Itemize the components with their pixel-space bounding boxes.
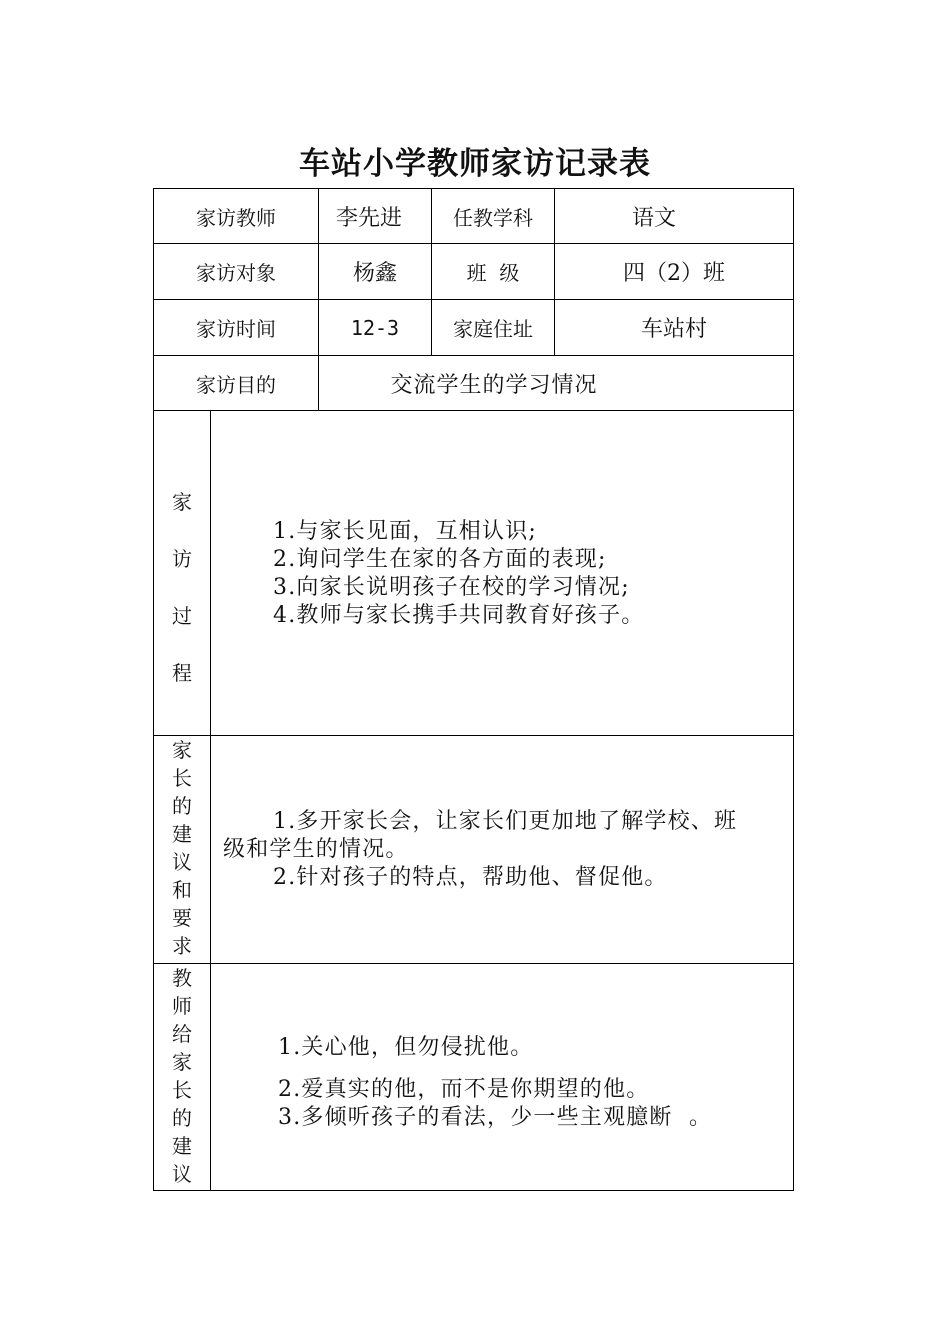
row-divider bbox=[153, 735, 794, 736]
parent-label-char: 要 bbox=[172, 906, 192, 930]
class-label: 班 级 bbox=[466, 261, 520, 285]
process-label-char: 过 bbox=[172, 604, 192, 628]
page-title: 车站小学教师家访记录表 bbox=[299, 146, 651, 182]
parent-suggestions-label bbox=[154, 736, 210, 960]
process-label-char: 家 bbox=[172, 490, 192, 514]
col-divider bbox=[210, 410, 211, 1191]
table-border-right bbox=[793, 188, 794, 1191]
parent-label-char: 议 bbox=[172, 850, 192, 874]
parent-label-char: 家 bbox=[172, 738, 192, 762]
teacher-suggestions-content bbox=[278, 1034, 712, 1132]
parent-suggestions-content bbox=[223, 808, 737, 892]
process-label-char: 程 bbox=[172, 661, 192, 685]
teacher-label-char: 建 bbox=[172, 1134, 192, 1158]
target-label: 家访对象 bbox=[196, 261, 276, 285]
teacher-label-char: 师 bbox=[172, 994, 192, 1018]
process-line: 4.教师与家长携手共同教育好孩子。 bbox=[273, 603, 645, 628]
time-value: 12-3 bbox=[350, 315, 400, 340]
process-line: 1.与家长见面，互相认识; bbox=[273, 519, 538, 544]
teacher-suggestion-line: 2.爱真实的他，而不是你期望的他。 bbox=[278, 1077, 650, 1102]
target-value: 杨鑫 bbox=[352, 261, 397, 286]
teacher-label-char: 的 bbox=[172, 1106, 192, 1130]
parent-suggestion-line: 1.多开家长会，让家长们更加地了解学校、班 bbox=[273, 809, 738, 834]
parent-label-char: 的 bbox=[172, 794, 192, 818]
purpose-label: 家访目的 bbox=[196, 372, 276, 397]
subject-value: 语文 bbox=[631, 205, 676, 231]
parent-suggestion-line: 级和学生的情况。 bbox=[223, 837, 409, 862]
parent-label-char: 长 bbox=[172, 766, 192, 790]
teacher-label-char: 给 bbox=[172, 1022, 192, 1046]
process-label-char: 访 bbox=[172, 547, 192, 571]
process-line: 3.向家长说明孩子在校的学习情况; bbox=[273, 575, 630, 600]
parent-label-char: 和 bbox=[172, 878, 192, 902]
visit-record-table bbox=[153, 188, 794, 1191]
parent-label-char: 求 bbox=[172, 934, 192, 958]
row-divider bbox=[153, 410, 794, 411]
teacher-suggestions-label bbox=[154, 964, 210, 1188]
table-border-bottom bbox=[153, 1190, 794, 1191]
parent-label-char: 建 bbox=[172, 822, 192, 846]
teacher-label-char: 教 bbox=[172, 966, 192, 990]
teacher-label: 家访教师 bbox=[196, 205, 276, 230]
process-line: 2.询问学生在家的各方面的表现; bbox=[273, 547, 607, 572]
teacher-suggestion-line: 1.关心他，但勿侵扰他。 bbox=[278, 1035, 534, 1060]
teacher-label-char: 家 bbox=[172, 1050, 192, 1074]
parent-suggestion-line: 2.针对孩子的特点，帮助他、督促他。 bbox=[273, 865, 668, 890]
process-content bbox=[273, 518, 644, 630]
teacher-suggestion-line: 3.多倾听孩子的看法，少一些主观臆断 。 bbox=[278, 1105, 713, 1130]
class-value: 四（2）班 bbox=[623, 261, 725, 286]
teacher-label-char: 议 bbox=[172, 1162, 192, 1186]
subject-label: 任教学科 bbox=[453, 205, 533, 230]
row-divider bbox=[153, 963, 794, 964]
process-label bbox=[154, 474, 210, 702]
time-label: 家访时间 bbox=[196, 317, 276, 341]
teacher-label-char: 长 bbox=[172, 1078, 192, 1102]
purpose-value: 交流学生的学习情况 bbox=[390, 372, 598, 398]
address-label: 家庭住址 bbox=[453, 317, 533, 341]
teacher-value: 李先进 bbox=[335, 205, 402, 231]
address-value: 车站村 bbox=[640, 317, 707, 342]
